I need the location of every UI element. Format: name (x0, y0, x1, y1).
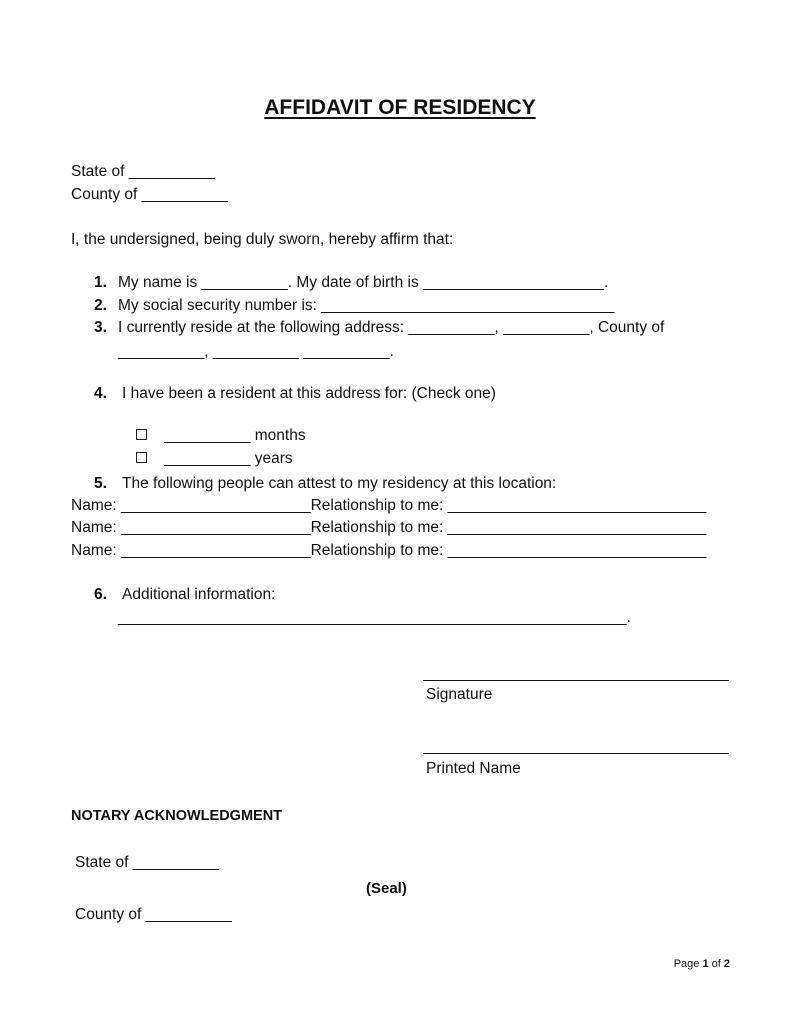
witness-row-3: Name: ______________________Relationship to me: ______________________________ (71, 542, 707, 559)
page-number (674, 958, 730, 970)
years-checkbox[interactable] (136, 452, 147, 463)
option-months-label: __________ months (164, 427, 306, 444)
item-6-number: 6. (94, 586, 107, 603)
seal-label: (Seal) (366, 880, 407, 897)
document-title: AFFIDAVIT OF RESIDENCY (264, 96, 536, 119)
item-1-text: My name is __________. My date of birth is _____________________. (118, 274, 609, 291)
item-4-text: I have been a resident at this address for: (Check one) (122, 385, 496, 402)
item-5-number: 5. (94, 475, 107, 492)
item-5-text: The following people can attest to my residency at this location: (122, 475, 557, 492)
item-1-number: 1. (94, 274, 107, 291)
item-6-text: Additional information: (122, 586, 276, 603)
witness-row-2: Name: ______________________Relationship to me: ______________________________ (71, 519, 707, 536)
additional-info-line: ___________________________________________________________. (118, 609, 631, 626)
item-3-text: I currently reside at the following address: __________, __________, County of (118, 319, 665, 336)
item-2-number: 2. (94, 297, 107, 314)
total-pages: 2 (723, 958, 730, 970)
option-years-label: __________ years (164, 450, 293, 467)
printed-name-line (423, 753, 729, 754)
item-2-text: My social security number is: __________________________________ (118, 297, 615, 314)
page-word: Page (673, 958, 703, 970)
county-line: County of __________ (71, 186, 228, 203)
of-word: of (708, 958, 724, 970)
item-3-number: 3. (94, 319, 107, 336)
notary-state-line: State of __________ (75, 854, 219, 871)
signature-line (423, 680, 729, 681)
witness-row-1: Name: ______________________Relationship to me: ______________________________ (71, 497, 707, 514)
notary-county-line: County of __________ (75, 906, 232, 923)
item-3-text-continued: __________, __________ __________. (118, 343, 394, 360)
notary-heading: NOTARY ACKNOWLEDGMENT (71, 808, 283, 824)
state-line: State of __________ (71, 163, 215, 180)
current-page: 1 (702, 958, 709, 970)
item-4-number: 4. (94, 385, 107, 402)
printed-name-label: Printed Name (426, 760, 521, 777)
intro-statement: I, the undersigned, being duly sworn, hereby affirm that: (71, 231, 454, 248)
signature-label: Signature (426, 686, 493, 703)
